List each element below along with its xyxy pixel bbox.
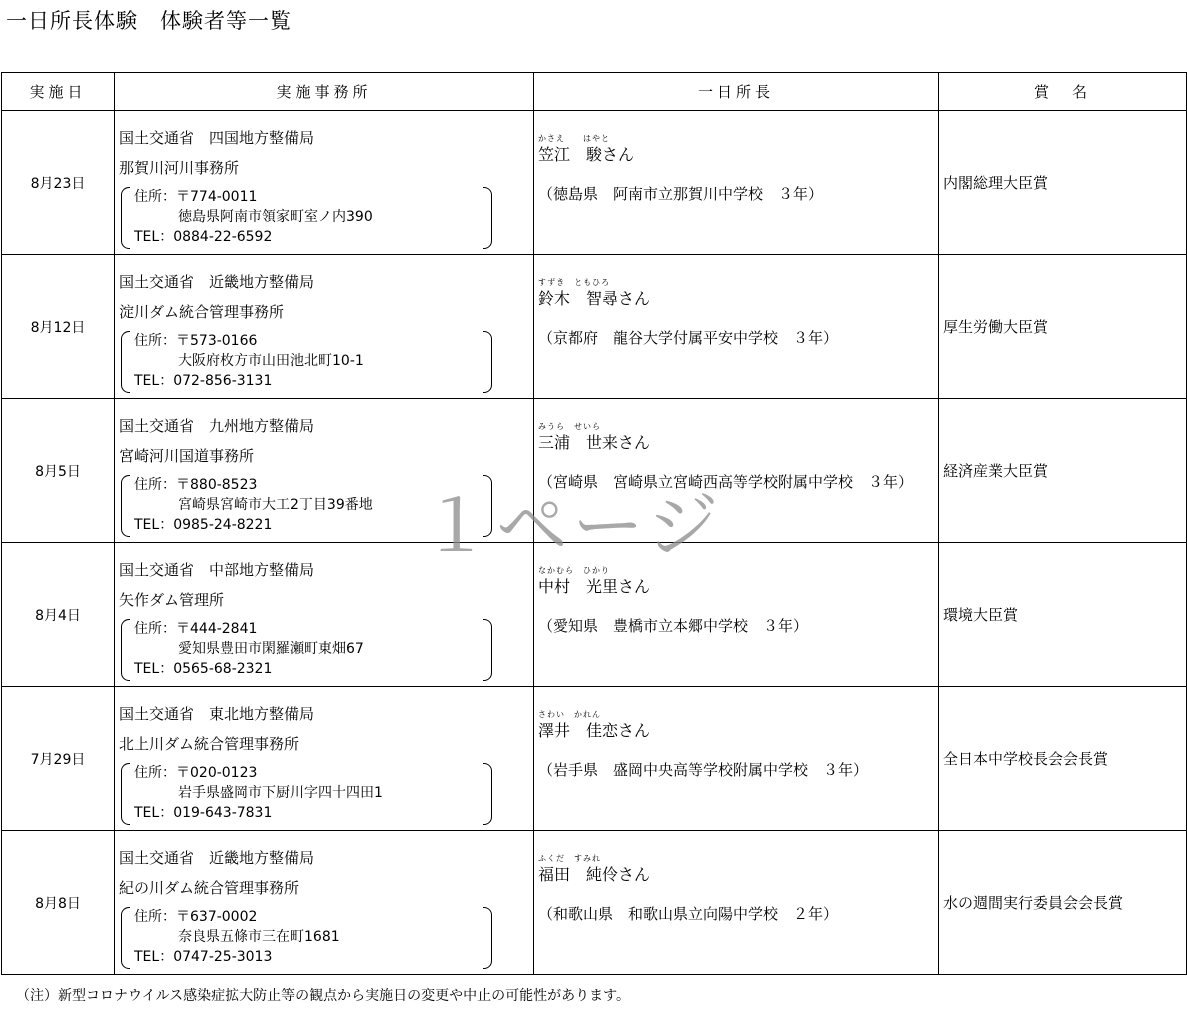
award-cell: 経済産業大臣賞 <box>939 399 1187 543</box>
office-name: 宮崎河川国道事務所 <box>119 447 255 465</box>
date-cell: 8月5日 <box>2 399 115 543</box>
name-ruby: なかむら ひかり <box>538 566 610 575</box>
date-cell: 8月23日 <box>2 111 115 255</box>
address-tel: TEL：0985-24-8221 <box>134 517 273 533</box>
chief-school: （徳島県 阿南市立那賀川中学校 ３年） <box>538 185 824 203</box>
chief-cell <box>534 255 939 399</box>
office-name: 北上川ダム統合管理事務所 <box>119 735 300 753</box>
date-cell: 8月12日 <box>2 255 115 399</box>
chief-school: （岩手県 盛岡中央高等学校附属中学校 ３年） <box>538 761 869 779</box>
chief-name: 三浦 世来さん <box>538 433 651 452</box>
chief-name: 中村 光里さん <box>538 577 651 596</box>
bracket-right <box>483 187 492 249</box>
office-cell <box>115 687 534 831</box>
office-bureau: 国土交通省 東北地方整備局 <box>119 705 315 723</box>
address-postal: 住所：〒020-0123 <box>134 765 258 781</box>
address-tel: TEL：019-643-7831 <box>134 805 273 821</box>
address-street: 奈良県五條市三在町1681 <box>178 929 340 945</box>
office-name: 紀の川ダム統合管理事務所 <box>119 879 300 897</box>
bracket-left <box>121 187 130 249</box>
name-ruby: みうら せいら <box>538 422 601 431</box>
office-name: 矢作ダム管理所 <box>119 591 225 609</box>
table-row <box>2 111 1187 255</box>
footnote: （注）新型コロナウイルス感染症拡大防止等の観点から実施日の変更や中止の可能性があります。 <box>16 988 631 1004</box>
chief-school: （和歌山県 和歌山県立向陽中学校 ２年） <box>538 905 839 923</box>
office-address <box>123 187 489 247</box>
chief-name: 福田 純伶さん <box>538 865 651 884</box>
address-postal: 住所：〒774-0011 <box>134 189 258 205</box>
chief-cell <box>534 687 939 831</box>
header-chief: 一日所長 <box>534 73 939 111</box>
office-cell <box>115 111 534 255</box>
award-cell: 環境大臣賞 <box>939 543 1187 687</box>
table-row <box>2 687 1187 831</box>
award-cell: 全日本中学校長会会長賞 <box>939 687 1187 831</box>
office-address <box>123 331 489 391</box>
header-office: 実施事務所 <box>115 73 534 111</box>
address-street: 徳島県阿南市領家町室ノ内390 <box>178 209 373 225</box>
bracket-right <box>483 907 492 969</box>
chief-cell <box>534 831 939 975</box>
office-bureau: 国土交通省 近畿地方整備局 <box>119 849 315 867</box>
bracket-left <box>121 475 130 537</box>
chief-name: 笠江 駿さん <box>538 145 635 164</box>
bracket-left <box>121 619 130 681</box>
address-tel: TEL：072-856-3131 <box>134 373 273 389</box>
address-street: 宮崎県宮崎市大工2丁目39番地 <box>178 497 373 513</box>
award-cell: 水の週間実行委員会会長賞 <box>939 831 1187 975</box>
bracket-right <box>483 763 492 825</box>
page-watermark: １ページ <box>420 484 723 568</box>
chief-school: （京都府 龍谷大学付属平安中学校 ３年） <box>538 329 839 347</box>
address-postal: 住所：〒880-8523 <box>134 477 258 493</box>
chief-school: （宮崎県 宮崎県立宮崎西高等学校附属中学校 ３年） <box>538 473 914 491</box>
chief-cell <box>534 543 939 687</box>
office-address <box>123 619 489 679</box>
table-header-row <box>2 73 1187 111</box>
header-award: 賞 名 <box>939 73 1187 111</box>
office-cell <box>115 255 534 399</box>
office-name: 淀川ダム統合管理事務所 <box>119 303 285 321</box>
table-row <box>2 255 1187 399</box>
office-bureau: 国土交通省 九州地方整備局 <box>119 417 315 435</box>
date-cell: 8月8日 <box>2 831 115 975</box>
chief-cell <box>534 111 939 255</box>
office-cell <box>115 831 534 975</box>
office-address <box>123 475 489 535</box>
bracket-left <box>121 763 130 825</box>
bracket-right <box>483 475 492 537</box>
office-bureau: 国土交通省 中部地方整備局 <box>119 561 315 579</box>
address-tel: TEL：0565-68-2321 <box>134 661 273 677</box>
bracket-right <box>483 619 492 681</box>
address-tel: TEL：0747-25-3013 <box>134 949 273 965</box>
participants-table <box>1 72 1187 975</box>
table-row <box>2 543 1187 687</box>
office-cell <box>115 399 534 543</box>
address-postal: 住所：〒637-0002 <box>134 909 258 925</box>
page-title: 一日所長体験 体験者等一覧 <box>6 9 292 33</box>
address-street: 岩手県盛岡市下厨川字四十四田1 <box>178 785 383 801</box>
bracket-left <box>121 331 130 393</box>
address-tel: TEL：0884-22-6592 <box>134 229 273 245</box>
name-ruby: さわい かれん <box>538 710 601 719</box>
office-address <box>123 907 489 967</box>
bracket-right <box>483 331 492 393</box>
office-bureau: 国土交通省 四国地方整備局 <box>119 129 315 147</box>
date-cell: 8月4日 <box>2 543 115 687</box>
address-postal: 住所：〒444-2841 <box>134 621 258 637</box>
header-date: 実施日 <box>2 73 115 111</box>
chief-cell <box>534 399 939 543</box>
award-cell: 内閣総理大臣賞 <box>939 111 1187 255</box>
award-cell: 厚生労働大臣賞 <box>939 255 1187 399</box>
table-row <box>2 831 1187 975</box>
address-street: 大阪府枚方市山田池北町10-1 <box>178 353 364 369</box>
table-row <box>2 399 1187 543</box>
name-ruby: かさえ はやと <box>538 134 610 143</box>
name-ruby: ふくだ すみれ <box>538 854 601 863</box>
chief-name: 澤井 佳恋さん <box>538 721 651 740</box>
bracket-left <box>121 907 130 969</box>
chief-name: 鈴木 智尋さん <box>538 289 651 308</box>
office-cell <box>115 543 534 687</box>
address-street: 愛知県豊田市閑羅瀬町東畑67 <box>178 641 364 657</box>
address-postal: 住所：〒573-0166 <box>134 333 258 349</box>
date-cell: 7月29日 <box>2 687 115 831</box>
office-address <box>123 763 489 823</box>
office-bureau: 国土交通省 近畿地方整備局 <box>119 273 315 291</box>
chief-school: （愛知県 豊橋市立本郷中学校 ３年） <box>538 617 809 635</box>
office-name: 那賀川河川事務所 <box>119 159 240 177</box>
name-ruby: すずき ともひろ <box>538 278 611 287</box>
